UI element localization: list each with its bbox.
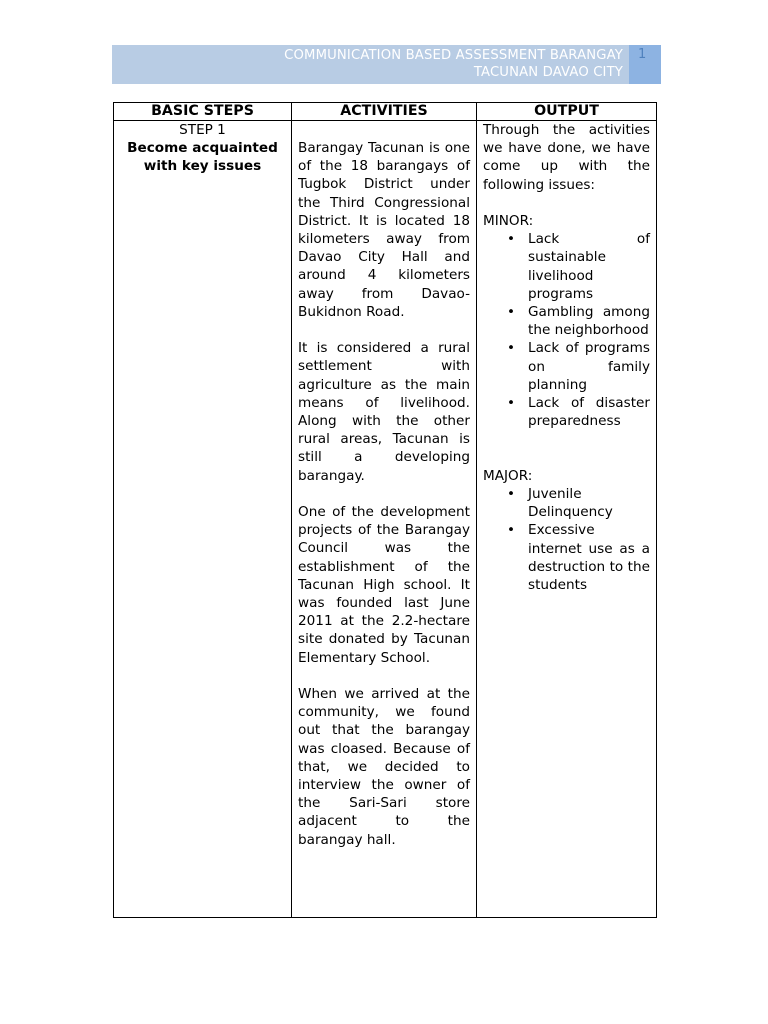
header-title-line2: TACUNAN DAVAO CITY (473, 65, 623, 80)
activities-cell (292, 121, 477, 918)
table-header-row (114, 103, 657, 121)
bullet-icon: • (507, 231, 516, 248)
activities-paragraph: Barangay Tacunan is one of the 18 barangays of Tugbok District under the Third Congressional District. It is located 18 kilometers away from Davao City Hall and around 4 kilometers away from Davao-Bukidnon Road. (298, 140, 470, 320)
minor-issues-list (483, 230, 650, 430)
table-row (114, 121, 657, 918)
output-intro: Through the activities we have done, we have come up with the following issues: (483, 122, 650, 193)
step-label: STEP 1 (179, 122, 226, 138)
activities-paragraph: It is considered a rural settlement with agriculture as the main means of livelihood. Along with the other rural areas, Tacunan is still a developing barangay. (298, 340, 470, 484)
page-header (112, 45, 661, 84)
column-header-basic-steps: BASIC STEPS (114, 103, 292, 121)
major-issues-list (483, 485, 650, 594)
bullet-icon: • (507, 395, 516, 412)
header-title (112, 45, 629, 84)
column-header-activities: ACTIVITIES (292, 103, 477, 121)
output-cell (477, 121, 657, 918)
list-item: • Excessive internet use as a destruction to the students (507, 522, 650, 594)
bullet-icon: • (507, 304, 516, 321)
bullet-icon: • (507, 486, 516, 503)
activities-paragraph: When we arrived at the community, we found out that the barangay was cloased. Because of that, we decided to interview the owner of the Sari-Sari store adjacent to the barangay hall. (298, 686, 470, 848)
assessment-table (113, 102, 657, 918)
header-title-line1: COMMUNICATION BASED ASSESSMENT BARANGAY (284, 48, 623, 63)
list-item: • Gambling among the neighborhood (507, 304, 650, 339)
list-item: • Lack of disaster preparedness (507, 395, 650, 430)
list-item: • Juvenile Delinquency (507, 486, 613, 521)
page-number: 1 (629, 45, 661, 84)
activities-paragraph: One of the development projects of the Barangay Council was the establishment of the Tacunan High school. It was founded last June 2011 at the 2.2-hectare site donated by Tacunan Elementary School. (298, 504, 470, 666)
minor-label: MINOR: (483, 213, 534, 229)
bullet-icon: • (507, 340, 516, 357)
basic-steps-cell (114, 121, 292, 918)
major-label: MAJOR: (483, 467, 533, 484)
column-header-output: OUTPUT (477, 103, 657, 121)
list-item: • Lack of programs on family planning (507, 340, 650, 393)
bullet-icon: • (507, 522, 516, 539)
list-item: • Lack of sustainable livelihood programs (507, 231, 650, 302)
step-title: Become acquainted with key issues (127, 140, 278, 175)
